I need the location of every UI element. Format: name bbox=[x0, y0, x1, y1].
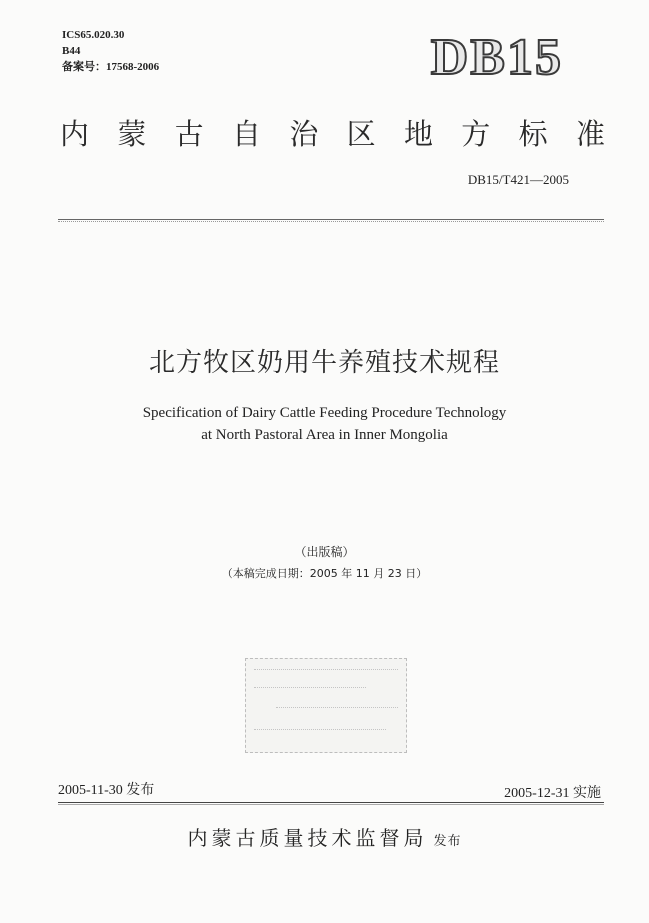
title-char: 标 bbox=[518, 117, 548, 151]
title-char: 方 bbox=[461, 117, 491, 151]
title-char: 内 bbox=[60, 117, 90, 151]
title-char: 准 bbox=[575, 117, 605, 151]
faded-stamp-area bbox=[245, 658, 407, 753]
draft-completion-date: （本稿完成日期：2005 年 11 月 23 日） bbox=[221, 567, 428, 580]
standard-type-title bbox=[60, 114, 605, 154]
draft-label: （出版稿） bbox=[294, 545, 355, 559]
title-char: 蒙 bbox=[117, 117, 147, 151]
title-char: 自 bbox=[231, 117, 261, 151]
title-char: 区 bbox=[346, 117, 376, 151]
document-title-zh: 北方牧区奶用牛养殖技术规程 bbox=[148, 348, 500, 378]
bottom-divider bbox=[58, 802, 604, 805]
db15-logo: DB15 bbox=[430, 29, 563, 86]
issue-date: 2005-11-30 发布 bbox=[58, 783, 155, 798]
publisher-suffix: 发布 bbox=[433, 834, 462, 849]
ics-code: ICS65.020.30 bbox=[62, 29, 125, 41]
standard-number: DB15/T421—2005 bbox=[467, 172, 569, 187]
title-en-line-2: at North Pastoral Area in Inner Mongolia bbox=[201, 427, 448, 443]
header-meta bbox=[62, 27, 159, 75]
implementation-date: 2005-12-31 实施 bbox=[504, 786, 601, 801]
title-en-line-1: Specification of Dairy Cattle Feeding Procedure Technology bbox=[142, 405, 507, 421]
record-number: 备案号：17568-2006 bbox=[62, 61, 160, 73]
title-char: 治 bbox=[289, 117, 319, 151]
title-char: 地 bbox=[403, 117, 433, 151]
document-title-en bbox=[0, 402, 649, 446]
publisher-name: 内蒙古质量技术监督局 bbox=[187, 826, 428, 850]
top-divider bbox=[58, 219, 604, 222]
title-char: 古 bbox=[174, 117, 204, 151]
class-code: B44 bbox=[62, 45, 81, 57]
publisher-line bbox=[0, 822, 649, 851]
